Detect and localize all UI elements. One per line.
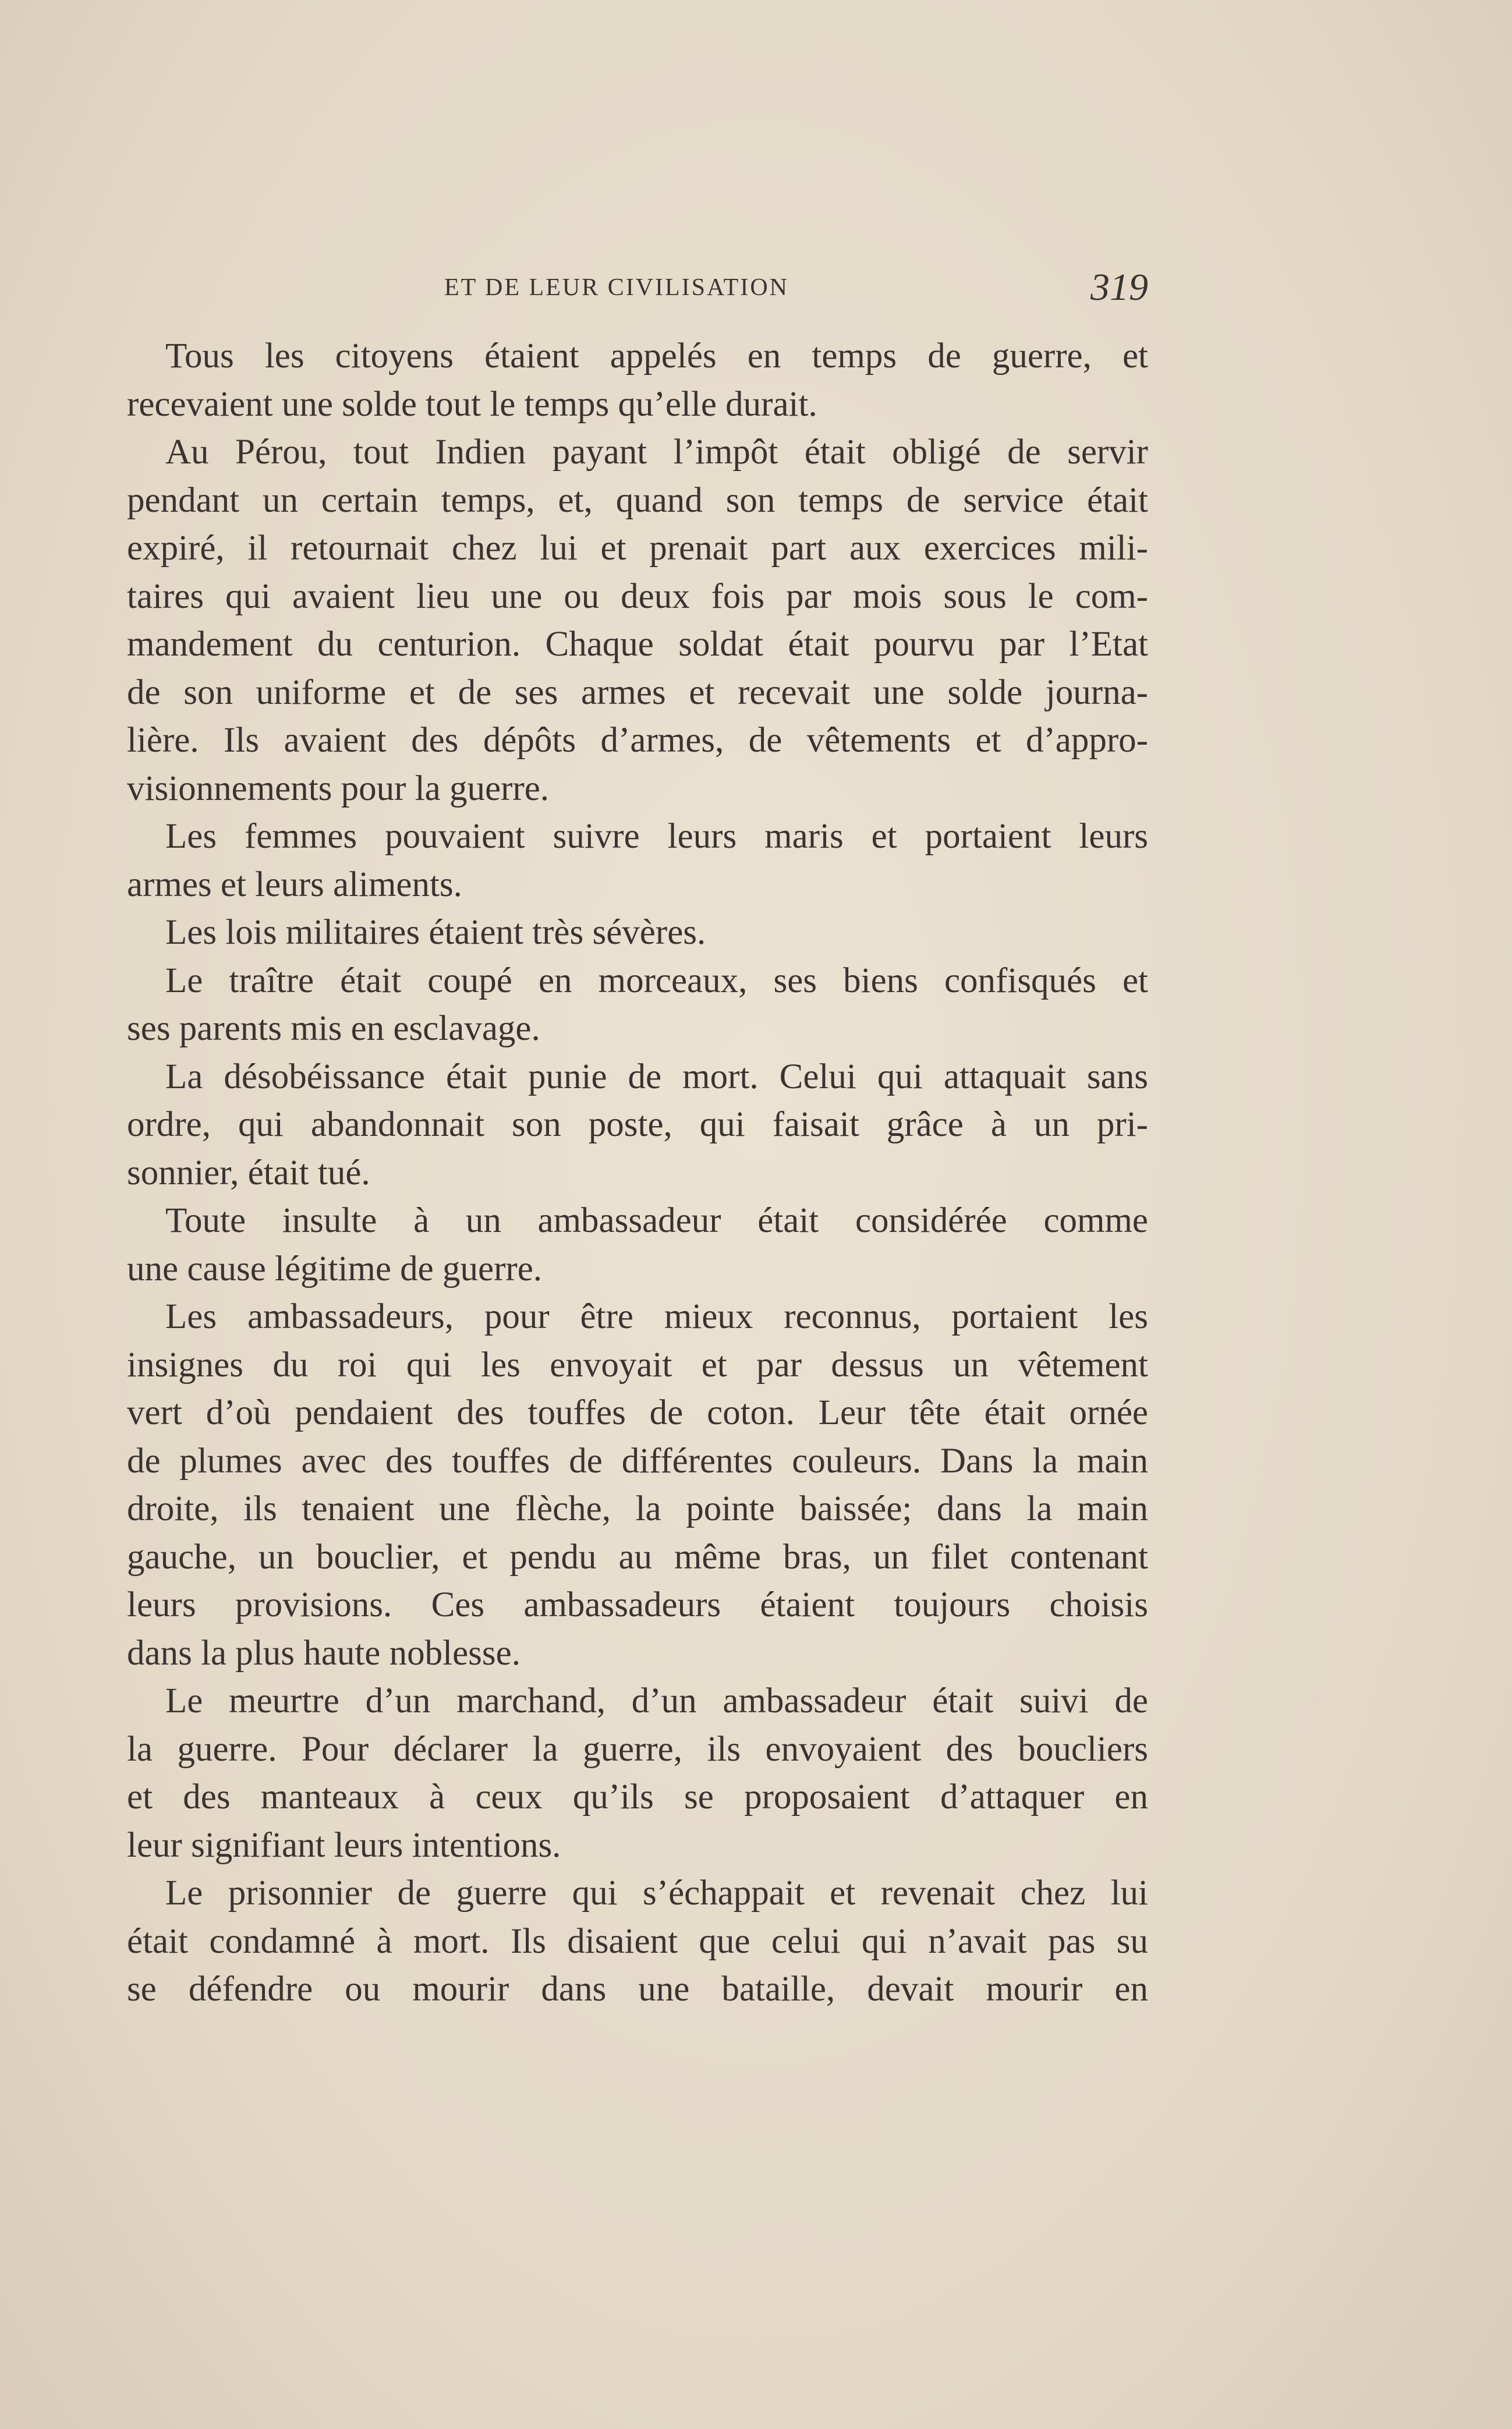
text-line: visionnements pour la guerre.	[127, 769, 550, 808]
paragraph	[127, 1293, 1148, 1677]
text-line: droite, ils tenaient une flèche, la pointe baissée; dans la main	[127, 1489, 1148, 1528]
text-line: Les ambassadeurs, pour être mieux reconnus, portaient les	[165, 1297, 1148, 1336]
paragraph	[127, 429, 1148, 813]
text-line: la guerre. Pour déclarer la guerre, ils envoyaient des boucliers	[127, 1729, 1148, 1769]
text-line: pendant un certain temps, et, quand son temps de service était	[127, 480, 1148, 520]
paragraph	[127, 332, 1148, 429]
running-title: ET DE LEUR CIVILISATION	[444, 274, 789, 301]
text-line: Les femmes pouvaient suivre leurs maris et portaient leurs	[165, 817, 1148, 856]
text-line: Le meurtre d’un marchand, d’un ambassadeur était suivi de	[165, 1681, 1148, 1720]
text-line: taires qui avaient lieu une ou deux fois par mois sous le com-	[127, 576, 1148, 616]
text-line: et des manteaux à ceux qu’ils se proposaient d’attaquer en	[127, 1778, 1148, 1817]
text-line: mandement du centurion. Chaque soldat était pourvu par l’Etat	[127, 625, 1148, 664]
text-line: Les lois militaires étaient très sévères.	[165, 913, 706, 952]
body-text	[127, 332, 1148, 2014]
paragraph	[127, 1677, 1148, 1869]
paragraph	[127, 957, 1148, 1053]
text-line: était condamné à mort. Ils disaient que celui qui n’avait pas su	[127, 1921, 1148, 1961]
text-line: leur signifiant leurs intentions.	[127, 1825, 561, 1865]
text-line: dans la plus haute noblesse.	[127, 1633, 520, 1673]
text-line: vert d’où pendaient des touffes de coton. Leur tête était ornée	[127, 1393, 1148, 1432]
text-line: se défendre ou mourir dans une bataille, devait mourir en	[127, 1970, 1148, 2009]
page-header	[127, 266, 1148, 310]
text-line: Toute insulte à un ambassadeur était considérée comme	[165, 1201, 1148, 1240]
text-line: Le prisonnier de guerre qui s’échappait et revenait chez lui	[165, 1874, 1148, 1913]
paragraph	[127, 909, 1148, 957]
text-line: ses parents mis en esclavage.	[127, 1009, 540, 1048]
text-line: insignes du roi qui les envoyait et par dessus un vêtement	[127, 1345, 1148, 1385]
paragraph	[127, 1197, 1148, 1293]
paragraph	[127, 1869, 1148, 2014]
text-line: gauche, un bouclier, et pendu au même bras, un filet contenant	[127, 1537, 1148, 1577]
text-line: expiré, il retournait chez lui et prenait part aux exercices mili-	[127, 529, 1148, 568]
text-line: armes et leurs aliments.	[127, 865, 462, 904]
text-line: Tous les citoyens étaient appelés en temps de guerre, et	[165, 337, 1148, 376]
text-line: lière. Ils avaient des dépôts d’armes, de vêtements et d’appro-	[127, 721, 1148, 760]
text-line: de plumes avec des touffes de différentes couleurs. Dans la main	[127, 1441, 1148, 1481]
text-line: La désobéissance était punie de mort. Celui qui attaquait sans	[165, 1057, 1148, 1096]
text-line: recevaient une solde tout le temps qu’elle durait.	[127, 384, 817, 424]
paragraph	[127, 813, 1148, 909]
paragraph	[127, 1053, 1148, 1198]
page-number: 319	[1090, 266, 1148, 309]
text-line: Au Pérou, tout Indien payant l’impôt était obligé de servir	[165, 433, 1148, 472]
text-line: sonnier, était tué.	[127, 1153, 370, 1192]
text-line: Le traître était coupé en morceaux, ses biens confisqués et	[165, 961, 1148, 1000]
text-line: ordre, qui abandonnait son poste, qui faisait grâce à un pri-	[127, 1105, 1148, 1144]
text-line: leurs provisions. Ces ambassadeurs étaient toujours choisis	[127, 1585, 1148, 1624]
text-line: une cause légitime de guerre.	[127, 1249, 543, 1288]
text-line: de son uniforme et de ses armes et recevait une solde journa-	[127, 672, 1148, 712]
